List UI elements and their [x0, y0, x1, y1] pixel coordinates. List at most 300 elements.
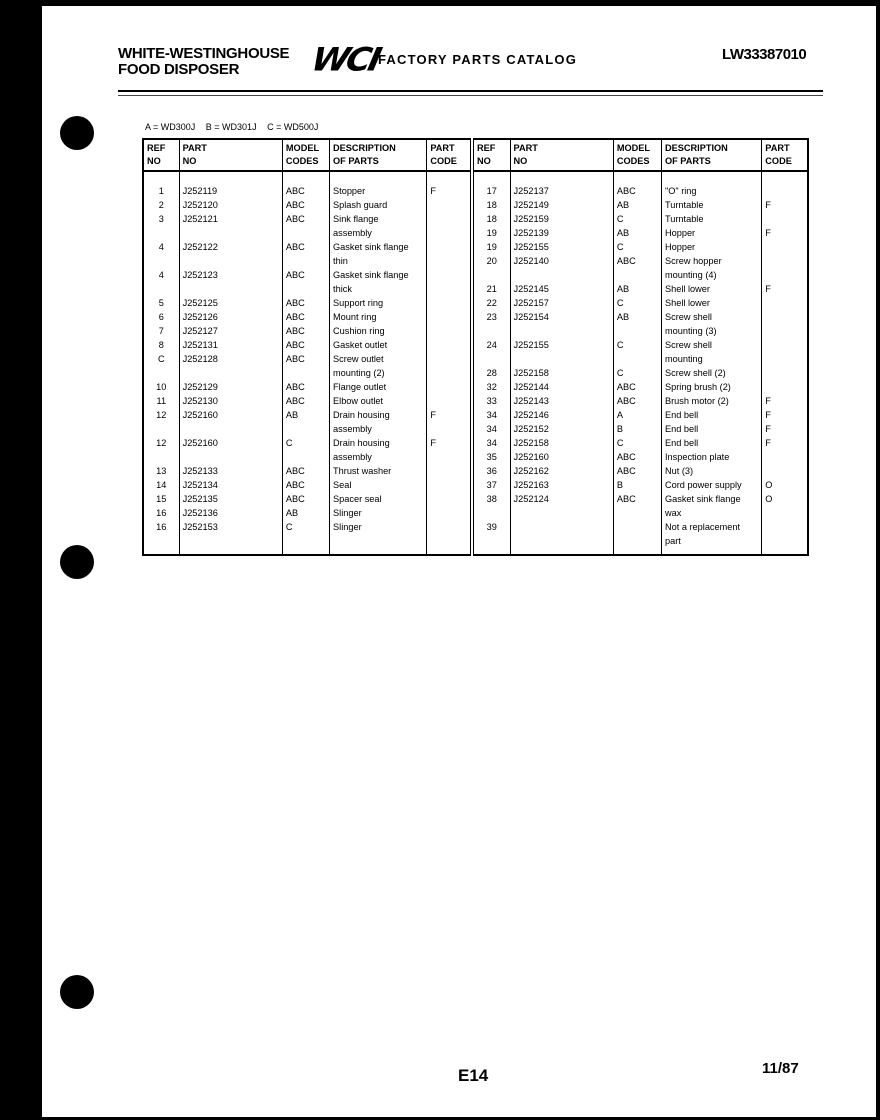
ref-no-cell: 28 [472, 366, 510, 380]
model-codes-cell: AB [613, 310, 661, 324]
table-row [143, 422, 808, 436]
description-cell: assembly [330, 450, 427, 464]
ref-no-cell: 37 [472, 478, 510, 492]
description-cell: Screw shell (2) [661, 366, 761, 380]
description-cell: Thrust washer [330, 464, 427, 478]
part-code-cell [427, 380, 472, 394]
ref-no-cell: 32 [472, 380, 510, 394]
part-no-cell: J252159 [510, 212, 613, 226]
model-codes-cell: C [613, 296, 661, 310]
description-cell: Screw shell [661, 338, 761, 352]
ref-no-cell: 4 [158, 270, 164, 280]
model-legend [145, 122, 326, 132]
description-cell: Seal [330, 478, 427, 492]
header-model-codes: MODEL CODES [282, 139, 329, 171]
description-cell: Gasket outlet [330, 338, 427, 352]
ref-no-cell: 8 [158, 340, 164, 350]
part-code-cell: F [762, 408, 808, 422]
model-codes-cell [282, 366, 329, 380]
part-no-cell [510, 520, 613, 534]
table-row [143, 240, 808, 254]
description-cell: Hopper [661, 240, 761, 254]
binder-hole [60, 975, 94, 1009]
ref-no-cell [472, 534, 510, 555]
part-code-cell [427, 534, 472, 555]
table-row [143, 324, 808, 338]
parts-table-body [143, 171, 808, 555]
part-no-cell: J252160 [510, 450, 613, 464]
description-cell: Flange outlet [330, 380, 427, 394]
model-codes-cell: C [613, 366, 661, 380]
part-code-cell [762, 240, 808, 254]
description-cell: Gasket sink flange [330, 240, 427, 254]
description-cell: Slinger [330, 520, 427, 534]
part-no-cell: J252157 [510, 296, 613, 310]
part-no-cell: J252163 [510, 478, 613, 492]
part-code-cell [762, 296, 808, 310]
ref-no-cell: 4 [158, 242, 164, 252]
description-cell: Shell lower [661, 282, 761, 296]
model-codes-cell: AB [613, 226, 661, 240]
part-code-cell [762, 352, 808, 366]
description-cell: Nut (3) [661, 464, 761, 478]
ref-no-cell: C [157, 354, 165, 364]
table-row [143, 310, 808, 324]
description-cell: Drain housing [330, 436, 427, 450]
part-code-cell [427, 394, 472, 408]
part-no-cell: J252155 [510, 240, 613, 254]
part-no-cell: J252127 [179, 324, 282, 338]
table-row [143, 212, 808, 226]
table-row [143, 492, 808, 506]
part-code-cell: F [427, 408, 472, 422]
table-row [143, 226, 808, 240]
ref-no-cell: 2 [158, 200, 164, 210]
part-no-cell [510, 352, 613, 366]
part-code-cell [762, 268, 808, 282]
ref-no-cell [143, 254, 179, 268]
ref-no-cell: 14 [156, 480, 167, 490]
catalog-date: 11/87 [762, 1060, 799, 1077]
part-code-cell: O [762, 478, 808, 492]
model-codes-cell [613, 352, 661, 366]
model-codes-cell: ABC [282, 212, 329, 226]
model-codes-cell: ABC [282, 352, 329, 366]
part-no-cell: J252119 [179, 171, 282, 198]
part-no-cell: J252152 [510, 422, 613, 436]
model-codes-cell: AB [282, 408, 329, 422]
table-row [143, 408, 808, 422]
scan-border-right [876, 0, 880, 1120]
part-code-cell [762, 324, 808, 338]
part-no-cell: J252146 [510, 408, 613, 422]
model-codes-cell: C [282, 520, 329, 534]
header-rule [118, 90, 823, 92]
part-no-cell: J252139 [510, 226, 613, 240]
ref-no-cell: 35 [472, 450, 510, 464]
ref-no-cell [472, 506, 510, 520]
ref-no-cell [143, 282, 179, 296]
ref-no-cell: 1 [158, 186, 164, 196]
model-codes-cell: ABC [282, 394, 329, 408]
table-row [143, 296, 808, 310]
document-number: LW33387010 [722, 46, 807, 63]
part-no-cell: J252153 [179, 520, 282, 534]
part-no-cell [179, 282, 282, 296]
product-name: FOOD DISPOSER [118, 61, 240, 78]
model-codes-cell: A [613, 408, 661, 422]
parts-table [142, 138, 809, 556]
part-no-cell: J252122 [179, 240, 282, 254]
table-row [143, 436, 808, 450]
description-cell: End bell [661, 436, 761, 450]
catalog-title: FACTORY PARTS CATALOG [378, 52, 578, 67]
ref-no-cell: 36 [472, 464, 510, 478]
part-no-cell: J252155 [510, 338, 613, 352]
ref-no-cell: 24 [472, 338, 510, 352]
part-code-cell [762, 506, 808, 520]
binder-hole [60, 116, 94, 150]
description-cell: Gasket sink flange [330, 268, 427, 282]
description-cell: Spacer seal [330, 492, 427, 506]
part-no-cell [179, 366, 282, 380]
table-row [143, 520, 808, 534]
description-cell: Turntable [661, 198, 761, 212]
ref-no-cell: 13 [156, 466, 167, 476]
table-row [143, 394, 808, 408]
part-code-cell [762, 450, 808, 464]
ref-no-cell: 39 [472, 520, 510, 534]
header-part-no: PART NO [179, 139, 282, 171]
ref-no-cell: 17 [472, 171, 510, 198]
model-codes-cell [282, 450, 329, 464]
ref-no-cell: 19 [472, 226, 510, 240]
brand-name: WHITE-WESTINGHOUSE [118, 45, 290, 62]
part-code-cell [427, 198, 472, 212]
table-row [143, 534, 808, 555]
table-row [143, 380, 808, 394]
description-cell: mounting (3) [661, 324, 761, 338]
table-row [143, 268, 808, 282]
ref-no-cell: 20 [472, 254, 510, 268]
ref-no-cell: 12 [156, 410, 167, 420]
part-no-cell: J252133 [179, 464, 282, 478]
model-codes-cell: ABC [282, 198, 329, 212]
part-code-cell [427, 422, 472, 436]
ref-no-cell: 38 [472, 492, 510, 506]
description-cell: assembly [330, 422, 427, 436]
model-codes-cell: ABC [282, 380, 329, 394]
part-code-cell: F [762, 226, 808, 240]
part-no-cell [179, 450, 282, 464]
part-no-cell: J252129 [179, 380, 282, 394]
model-codes-cell: AB [613, 198, 661, 212]
description-cell: Turntable [661, 212, 761, 226]
description-cell: Screw hopper [661, 254, 761, 268]
ref-no-cell: 34 [472, 436, 510, 450]
part-no-cell: J252160 [179, 436, 282, 450]
model-codes-cell [613, 534, 661, 555]
model-codes-cell [282, 422, 329, 436]
model-codes-cell: ABC [613, 450, 661, 464]
ref-no-cell: 23 [472, 310, 510, 324]
table-row [143, 338, 808, 352]
model-codes-cell: ABC [613, 394, 661, 408]
ref-no-cell: 33 [472, 394, 510, 408]
part-no-cell: J252158 [510, 436, 613, 450]
part-code-cell [427, 520, 472, 534]
description-cell: End bell [661, 422, 761, 436]
table-row [143, 352, 808, 366]
model-codes-cell: ABC [282, 492, 329, 506]
legend-item: C = WD500J [267, 122, 319, 132]
description-cell: End bell [661, 408, 761, 422]
description-cell: mounting [661, 352, 761, 366]
part-code-cell [427, 464, 472, 478]
header-part-no: PART NO [510, 139, 613, 171]
part-code-cell [427, 212, 472, 226]
part-no-cell [510, 268, 613, 282]
brand-block [118, 46, 289, 78]
ref-no-cell: 3 [158, 214, 164, 224]
part-no-cell [179, 254, 282, 268]
model-codes-cell: AB [613, 282, 661, 296]
description-cell: Inspection plate [661, 450, 761, 464]
part-no-cell: J252135 [179, 492, 282, 506]
part-no-cell [510, 534, 613, 555]
table-row [143, 171, 808, 198]
part-no-cell: J252126 [179, 310, 282, 324]
scan-border-left [0, 0, 42, 1120]
part-code-cell [427, 506, 472, 520]
description-cell: mounting (2) [330, 366, 427, 380]
model-codes-cell: ABC [282, 478, 329, 492]
part-no-cell: J252124 [510, 492, 613, 506]
part-no-cell: J252123 [179, 268, 282, 282]
ref-no-cell [472, 268, 510, 282]
ref-no-cell: 18 [472, 212, 510, 226]
part-code-cell [427, 310, 472, 324]
part-no-cell: J252128 [179, 352, 282, 366]
ref-no-cell: 15 [156, 494, 167, 504]
header-ref-no: REF NO [472, 139, 510, 171]
part-no-cell [179, 226, 282, 240]
model-codes-cell: ABC [282, 464, 329, 478]
part-no-cell: J252143 [510, 394, 613, 408]
table-row [143, 464, 808, 478]
part-no-cell [179, 422, 282, 436]
ref-no-cell: 34 [472, 408, 510, 422]
model-codes-cell: B [613, 422, 661, 436]
part-code-cell: F [762, 394, 808, 408]
part-no-cell: J252121 [179, 212, 282, 226]
part-code-cell [427, 324, 472, 338]
description-cell: Slinger [330, 506, 427, 520]
description-cell: Mount ring [330, 310, 427, 324]
model-codes-cell: ABC [613, 492, 661, 506]
part-no-cell: J252120 [179, 198, 282, 212]
model-codes-cell: C [282, 436, 329, 450]
scan-border-top [0, 0, 880, 6]
description-cell [330, 534, 427, 555]
part-code-cell [427, 450, 472, 464]
ref-no-cell: 16 [156, 522, 167, 532]
description-cell: Drain housing [330, 408, 427, 422]
part-no-cell: J252130 [179, 394, 282, 408]
binder-hole [60, 545, 94, 579]
description-cell: Screw shell [661, 310, 761, 324]
part-code-cell [762, 534, 808, 555]
part-code-cell [427, 366, 472, 380]
part-no-cell [510, 506, 613, 520]
part-code-cell [762, 464, 808, 478]
description-cell: Hopper [661, 226, 761, 240]
part-no-cell: J252136 [179, 506, 282, 520]
part-code-cell [762, 380, 808, 394]
header-description: DESCRIPTION OF PARTS [330, 139, 427, 171]
description-cell: Support ring [330, 296, 427, 310]
part-no-cell: J252134 [179, 478, 282, 492]
ref-no-cell: 7 [158, 326, 164, 336]
model-codes-cell: ABC [613, 171, 661, 198]
table-header-row [143, 139, 808, 171]
ref-no-cell: 10 [156, 382, 167, 392]
model-codes-cell [613, 324, 661, 338]
header-part-code: PART CODE [762, 139, 808, 171]
ref-no-cell [143, 450, 179, 464]
part-code-cell [427, 352, 472, 366]
table-row [143, 478, 808, 492]
part-code-cell: O [762, 492, 808, 506]
description-cell: Stopper [330, 171, 427, 198]
ref-no-cell [472, 352, 510, 366]
description-cell: Brush motor (2) [661, 394, 761, 408]
description-cell: wax [661, 506, 761, 520]
table-row [143, 282, 808, 296]
description-cell: Splash guard [330, 198, 427, 212]
part-code-cell: F [427, 171, 472, 198]
description-cell: Elbow outlet [330, 394, 427, 408]
part-no-cell: J252144 [510, 380, 613, 394]
model-codes-cell: AB [282, 506, 329, 520]
table-row [143, 254, 808, 268]
model-codes-cell: ABC [613, 254, 661, 268]
description-cell: Not a replacement [661, 520, 761, 534]
model-codes-cell [613, 506, 661, 520]
part-no-cell: J252158 [510, 366, 613, 380]
table-row [143, 506, 808, 520]
page-code: E14 [458, 1066, 489, 1085]
description-cell: Cord power supply [661, 478, 761, 492]
model-codes-cell [282, 254, 329, 268]
part-code-cell [427, 240, 472, 254]
model-codes-cell [282, 534, 329, 555]
model-codes-cell: B [613, 478, 661, 492]
part-no-cell: J252145 [510, 282, 613, 296]
part-code-cell [762, 310, 808, 324]
model-codes-cell: ABC [613, 380, 661, 394]
description-cell: thick [330, 282, 427, 296]
ref-no-cell: 11 [156, 396, 167, 406]
part-code-cell [427, 296, 472, 310]
model-codes-cell: ABC [282, 324, 329, 338]
part-code-cell [762, 520, 808, 534]
model-codes-cell: C [613, 338, 661, 352]
description-cell: Spring brush (2) [661, 380, 761, 394]
model-codes-cell: ABC [282, 171, 329, 198]
part-code-cell [427, 268, 472, 282]
model-codes-cell: ABC [613, 464, 661, 478]
part-no-cell: J252131 [179, 338, 282, 352]
ref-no-cell: 21 [472, 282, 510, 296]
ref-no-cell [143, 422, 179, 436]
ref-no-cell: 6 [158, 312, 164, 322]
legend-item: B = WD301J [205, 122, 257, 132]
ref-no-cell: 19 [472, 240, 510, 254]
header-part-code: PART CODE [427, 139, 472, 171]
part-no-cell: J252160 [179, 408, 282, 422]
part-no-cell: J252125 [179, 296, 282, 310]
description-cell: Screw outlet [330, 352, 427, 366]
part-no-cell: J252149 [510, 198, 613, 212]
ref-no-cell: 5 [158, 298, 164, 308]
model-codes-cell [613, 268, 661, 282]
legend-item: A = WD300J [145, 122, 196, 132]
description-cell: Cushion ring [330, 324, 427, 338]
model-codes-cell: C [613, 436, 661, 450]
header-description: DESCRIPTION OF PARTS [661, 139, 761, 171]
ref-no-cell: 18 [472, 198, 510, 212]
part-code-cell [427, 282, 472, 296]
model-codes-cell [282, 226, 329, 240]
part-no-cell [179, 534, 282, 555]
header-model-codes: MODEL CODES [613, 139, 661, 171]
part-code-cell [427, 492, 472, 506]
ref-no-cell: 34 [472, 422, 510, 436]
description-cell: "O" ring [661, 171, 761, 198]
model-codes-cell: ABC [282, 310, 329, 324]
ref-no-cell [143, 366, 179, 380]
description-cell: mounting (4) [661, 268, 761, 282]
ref-no-cell: 16 [156, 508, 167, 518]
part-no-cell: J252137 [510, 171, 613, 198]
ref-no-cell: 12 [156, 438, 167, 448]
part-code-cell [762, 212, 808, 226]
part-code-cell [762, 171, 808, 198]
ref-no-cell [472, 324, 510, 338]
wci-logo: WCI [307, 41, 383, 79]
model-codes-cell: C [613, 240, 661, 254]
description-cell: thin [330, 254, 427, 268]
part-code-cell [762, 366, 808, 380]
header-rule-thin [118, 95, 823, 96]
description-cell: Sink flange [330, 212, 427, 226]
part-no-cell: J252140 [510, 254, 613, 268]
part-code-cell: F [762, 198, 808, 212]
ref-no-cell: 22 [472, 296, 510, 310]
part-code-cell: F [762, 436, 808, 450]
part-code-cell [762, 254, 808, 268]
model-codes-cell: ABC [282, 268, 329, 282]
model-codes-cell: ABC [282, 296, 329, 310]
description-cell: Gasket sink flange [661, 492, 761, 506]
part-code-cell [427, 478, 472, 492]
model-codes-cell: ABC [282, 338, 329, 352]
part-code-cell: F [427, 436, 472, 450]
part-no-cell: J252154 [510, 310, 613, 324]
table-row [143, 198, 808, 212]
part-code-cell [427, 226, 472, 240]
